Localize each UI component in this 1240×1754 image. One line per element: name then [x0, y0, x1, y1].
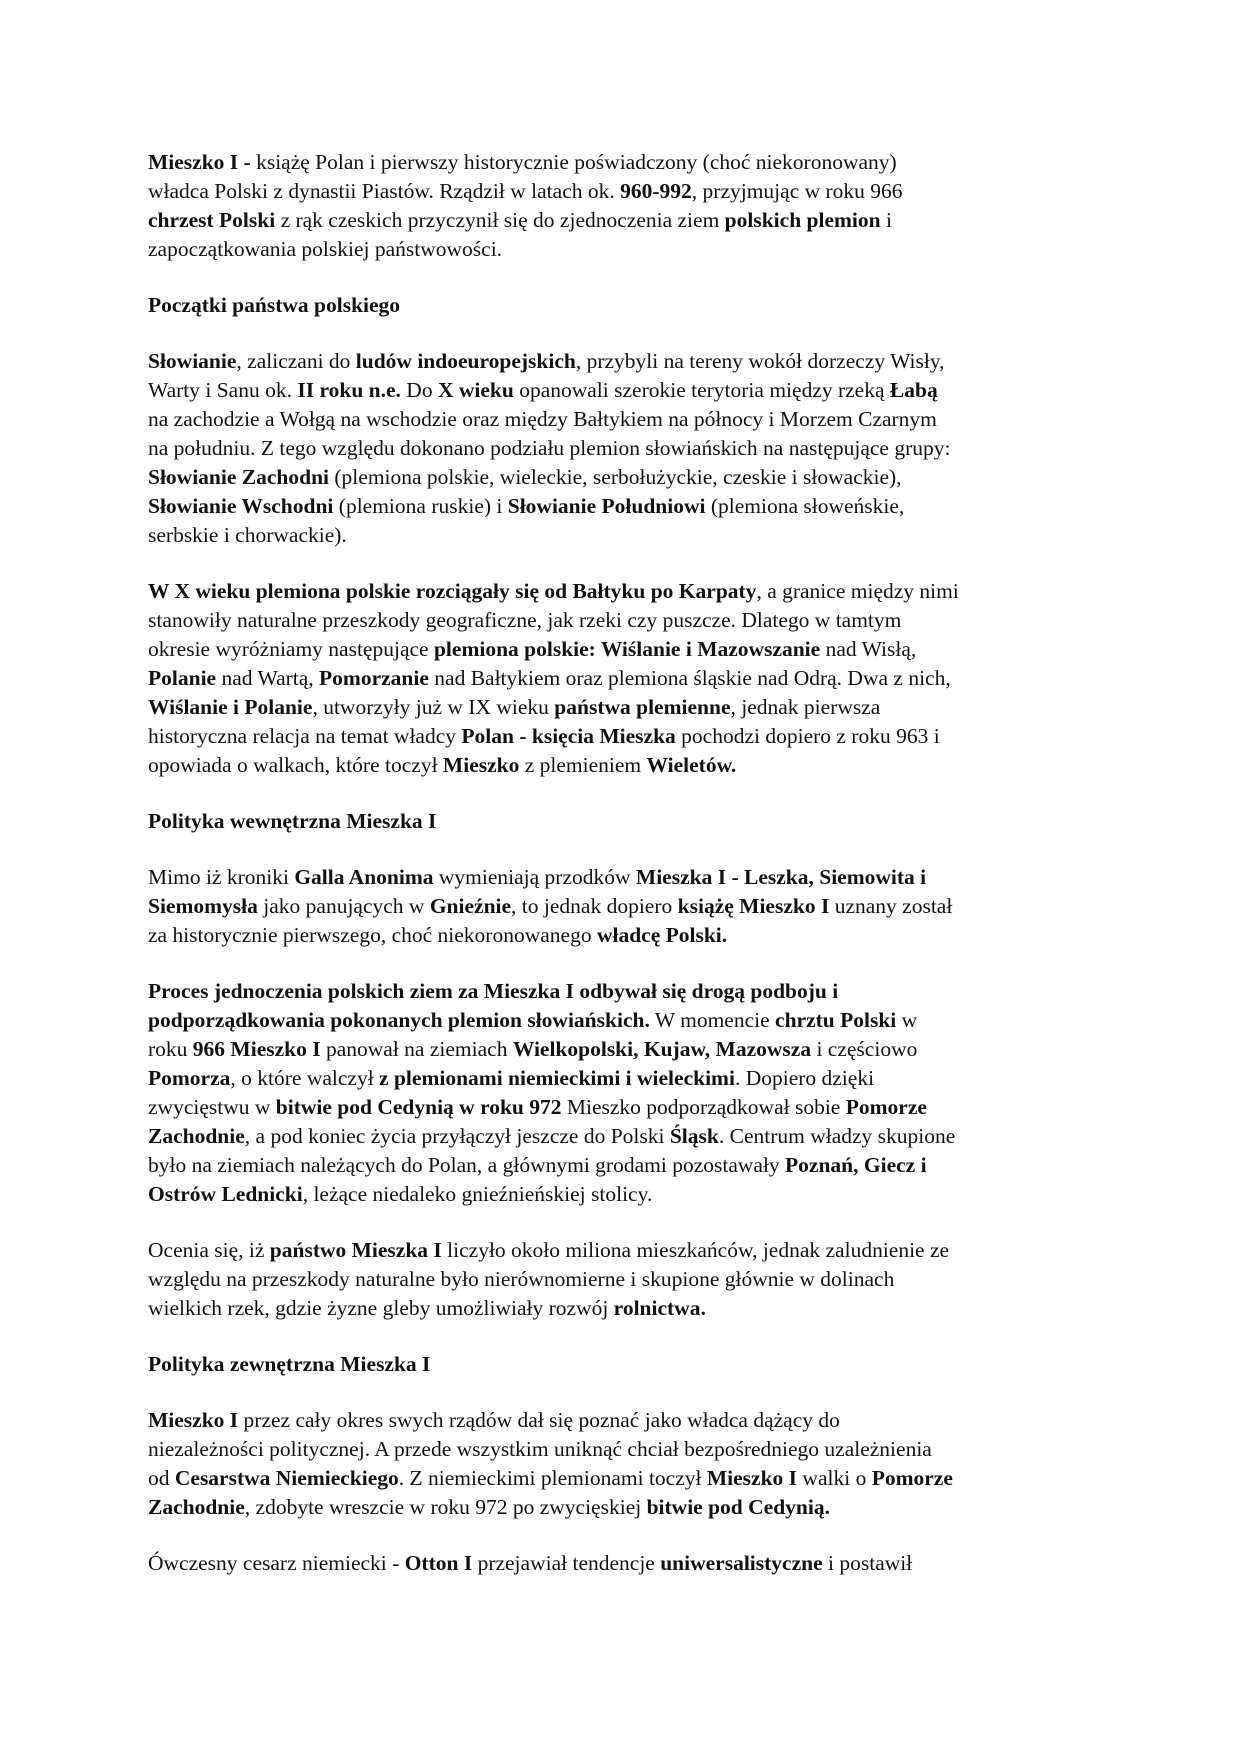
text-run: z rąk czeskich przyczynił się do zjednoczenia ziem [275, 208, 725, 232]
text-line [148, 492, 1098, 521]
text-line [148, 863, 1098, 892]
bold-text: 960-992 [620, 179, 692, 203]
text-run: , utworzyły już w IX wieku [312, 695, 555, 719]
bold-text: książę Mieszko I [677, 894, 830, 918]
bold-text: Słowianie Zachodni [148, 465, 330, 489]
text-run: Warty i Sanu ok. [148, 378, 298, 402]
bold-text: Poznań, Giecz i [785, 1153, 927, 1177]
text-line [148, 521, 1098, 550]
text-run: historyczna relacja na temat władcy [148, 724, 462, 748]
text-line [148, 977, 1098, 1006]
text-run: za historycznie pierwszego, choć niekoronowanego [148, 923, 597, 947]
paragraph [148, 347, 1098, 550]
text-line [148, 148, 1098, 177]
text-line [148, 722, 1098, 751]
text-run: wielkich rzek, gdzie żyzne gleby umożliwiały rozwój [148, 1296, 614, 1320]
text-run: na zachodzie a Wołgą na wschodzie oraz między Bałtykiem na północy i Morzem Czarnym [148, 407, 937, 431]
text-run: zwycięstwu w [148, 1095, 276, 1119]
text-run: opanowali szerokie terytoria między rzeką [513, 378, 890, 402]
bold-text: plemiona polskie: Wiślanie i Mazowszanie [433, 637, 821, 661]
text-line [148, 1093, 1098, 1122]
bold-text: Słowianie [148, 349, 237, 373]
text-line [148, 1180, 1098, 1209]
bold-text: Mieszko I [706, 1466, 798, 1490]
text-run: uznany został [829, 894, 953, 918]
text-run: . Dopiero dzięki [734, 1066, 875, 1090]
text-run: . Centrum władzy skupione [718, 1124, 956, 1148]
bold-text: Cesarstwa Niemieckiego [174, 1466, 399, 1490]
text-run: przejawiał tendencje [472, 1551, 661, 1575]
text-run: w [896, 1008, 918, 1032]
bold-text: Pomorze [845, 1095, 927, 1119]
text-run: od [148, 1466, 175, 1490]
bold-text: Słowianie Południowi [507, 494, 706, 518]
text-line [148, 463, 1098, 492]
paragraph [148, 863, 1098, 950]
text-line [148, 347, 1098, 376]
text-line [148, 1006, 1098, 1035]
section-heading: Polityka zewnętrzna Mieszka I [148, 1352, 431, 1376]
bold-text: X wieku [437, 378, 514, 402]
bold-text: Gnieźnie [429, 894, 512, 918]
text-run: Ówczesny cesarz niemiecki - [148, 1551, 405, 1575]
text-run: jako panujących w [257, 894, 430, 918]
text-run: Do [400, 378, 438, 402]
bold-text: podporządkowania pokonanych plemion słowiańskich. [148, 1008, 650, 1032]
text-run: wymieniają przodków [433, 865, 636, 889]
text-line [148, 892, 1098, 921]
text-line [148, 693, 1098, 722]
text-run: względu na przeszkody naturalne było nierównomierne i skupione głównie w dolinach [148, 1267, 895, 1291]
bold-text: chrztu Polski [775, 1008, 897, 1032]
bold-text: Pomorze [871, 1466, 953, 1490]
text-run: (plemiona polskie, wieleckie, serbołużyckie, czeskie i słowackie), [329, 465, 902, 489]
text-run: nad Bałtykiem oraz plemiona śląskie nad Odrą. Dwa z nich, [428, 666, 951, 690]
text-line [148, 405, 1098, 434]
text-line [148, 1265, 1098, 1294]
text-run: władca Polski z dynastii Piastów. Rządził w latach ok. [148, 179, 621, 203]
text-line [148, 606, 1098, 635]
text-line [148, 1122, 1098, 1151]
text-run: , jednak pierwsza [730, 695, 881, 719]
text-line [148, 1549, 1098, 1578]
text-run: nad Wisłą, [820, 637, 917, 661]
bold-text: Ostrów Lednicki [148, 1182, 303, 1206]
bold-text: polskich plemion [724, 208, 881, 232]
bold-text: Wiślanie i Polanie [148, 695, 313, 719]
text-line [148, 376, 1098, 405]
text-line [148, 635, 1098, 664]
paragraph [148, 977, 1098, 1209]
text-run: walki o [797, 1466, 872, 1490]
text-line [148, 577, 1098, 606]
bold-text: Polanie [148, 666, 217, 690]
text-run: Mieszko podporządkował sobie [561, 1095, 846, 1119]
text-line [148, 664, 1098, 693]
text-line [148, 206, 1098, 235]
bold-text: władcę Polski. [596, 923, 728, 947]
text-run: (plemiona słoweńskie, [705, 494, 905, 518]
text-line [148, 1294, 1098, 1323]
text-run: . Z niemieckimi plemionami toczył [398, 1466, 707, 1490]
text-run: (plemiona ruskie) i [333, 494, 508, 518]
bold-text: chrzest Polski [148, 208, 276, 232]
document-page [148, 148, 1098, 1605]
text-line [148, 1064, 1098, 1093]
text-run: niezależności politycznej. A przede wszystkim uniknąć chciał bezpośredniego uzależnienia [148, 1437, 932, 1461]
bold-text: państwo Mieszka I [269, 1238, 442, 1262]
paragraph [148, 1549, 1098, 1578]
text-run: , przybyli na tereny wokół dorzeczy Wisły, [575, 349, 945, 373]
text-run: , leżące niedaleko gnieźnieńskiej stolicy. [302, 1182, 653, 1206]
text-run: W momencie [649, 1008, 776, 1032]
text-line [148, 1035, 1098, 1064]
bold-text: Słowianie Wschodni [148, 494, 334, 518]
text-line [148, 1236, 1098, 1265]
text-run: było na ziemiach należących do Polan, a głównymi grodami pozostawały [148, 1153, 786, 1177]
bold-text: Otton I [404, 1551, 473, 1575]
bold-text: Galla Anonima [294, 865, 434, 889]
text-run: przez cały okres swych rządów dał się poznać jako władca dążący do [238, 1408, 840, 1432]
bold-text: Zachodnie [148, 1495, 245, 1519]
text-run: opowiada o walkach, które toczył [148, 753, 443, 777]
text-run: , zdobyte wreszcie w roku 972 po zwycięskiej [244, 1495, 647, 1519]
text-run: , a granice między nimi [756, 579, 959, 603]
bold-text: Siemomysła [148, 894, 258, 918]
text-run: Mimo iż kroniki [148, 865, 295, 889]
bold-text: II roku n.e. [297, 378, 401, 402]
text-line [148, 921, 1098, 950]
bold-text: Pomorza [148, 1066, 231, 1090]
bold-text: Pomorzanie [319, 666, 429, 690]
text-line [148, 1406, 1098, 1435]
section-heading: Polityka wewnętrzna Mieszka I [148, 809, 437, 833]
text-line [148, 1464, 1098, 1493]
text-run: panował na ziemiach [320, 1037, 513, 1061]
bold-text: bitwie pod Cedynią w roku 972 [275, 1095, 562, 1119]
bold-text: Wieletów. [646, 753, 737, 777]
text-run: nad Wartą, [216, 666, 320, 690]
section-heading: Początki państwa polskiego [148, 293, 401, 317]
text-line [148, 434, 1098, 463]
paragraph [148, 148, 1098, 264]
text-run: zapoczątkowania polskiej państwowości. [148, 237, 503, 261]
bold-text: rolnictwa. [613, 1296, 706, 1320]
bold-text: W X wieku plemiona polskie rozciągały się od Bałtyku po Karpaty [148, 579, 757, 603]
text-run: , zaliczani do [236, 349, 356, 373]
text-run: serbskie i chorwackie). [148, 523, 347, 547]
text-run: i częściowo [811, 1037, 918, 1061]
paragraph [148, 577, 1098, 780]
text-run: z plemieniem [519, 753, 647, 777]
bold-text: Polan - księcia Mieszka [461, 724, 676, 748]
bold-text: Zachodnie [148, 1124, 245, 1148]
text-run: na południu. Z tego względu dokonano podziału plemion słowiańskich na następujące grupy: [148, 436, 951, 460]
text-run: Ocenia się, iż [148, 1238, 270, 1262]
bold-text: Proces jednoczenia polskich ziem za Mieszka I odbywał się drogą podboju i [148, 979, 839, 1003]
bold-text: uniwersalistyczne [660, 1551, 823, 1575]
text-line [148, 1493, 1098, 1522]
text-run: i postawił [822, 1551, 913, 1575]
text-run: , a pod koniec życia przyłączył jeszcze do Polski [244, 1124, 670, 1148]
text-run: liczyło około miliona mieszkańców, jednak zaludnienie ze [441, 1238, 950, 1262]
bold-text: państwa plemienne [554, 695, 731, 719]
text-run: , przyjmując w roku 966 [691, 179, 903, 203]
text-run: książę Polan i pierwszy historycznie poświadczony (choć niekoronowany) [250, 150, 897, 174]
bold-text: ludów indoeuropejskich [355, 349, 576, 373]
text-line [148, 1151, 1098, 1180]
text-run: stanowiły naturalne przeszkody geograficzne, jak rzeki czy puszcze. Dlatego w tamtym [148, 608, 902, 632]
paragraph [148, 1236, 1098, 1323]
bold-text: bitwie pod Cedynią. [646, 1495, 830, 1519]
bold-text: Łabą [889, 378, 938, 402]
text-run: , o które walczył [230, 1066, 380, 1090]
text-run: okresie wyróżniamy następujące [148, 637, 434, 661]
bold-text: z plemionami niemieckimi i wieleckimi [379, 1066, 735, 1090]
paragraph [148, 1406, 1098, 1522]
bold-text: Wielkopolski, Kujaw, Mazowsza [512, 1037, 812, 1061]
bold-text: Śląsk [669, 1124, 719, 1148]
bold-text: Mieszko I - [148, 150, 251, 174]
text-line [148, 235, 1098, 264]
text-line [148, 177, 1098, 206]
bold-text: Mieszko [442, 753, 520, 777]
text-line [148, 751, 1098, 780]
bold-text: 966 Mieszko I [192, 1037, 321, 1061]
text-line [148, 1435, 1098, 1464]
text-run: roku [148, 1037, 193, 1061]
text-run: , to jednak dopiero [511, 894, 678, 918]
bold-text: Mieszka I - Leszka, Siemowita i [635, 865, 927, 889]
bold-text: Mieszko I [148, 1408, 239, 1432]
text-run: i [880, 208, 892, 232]
text-run: pochodzi dopiero z roku 963 i [675, 724, 940, 748]
